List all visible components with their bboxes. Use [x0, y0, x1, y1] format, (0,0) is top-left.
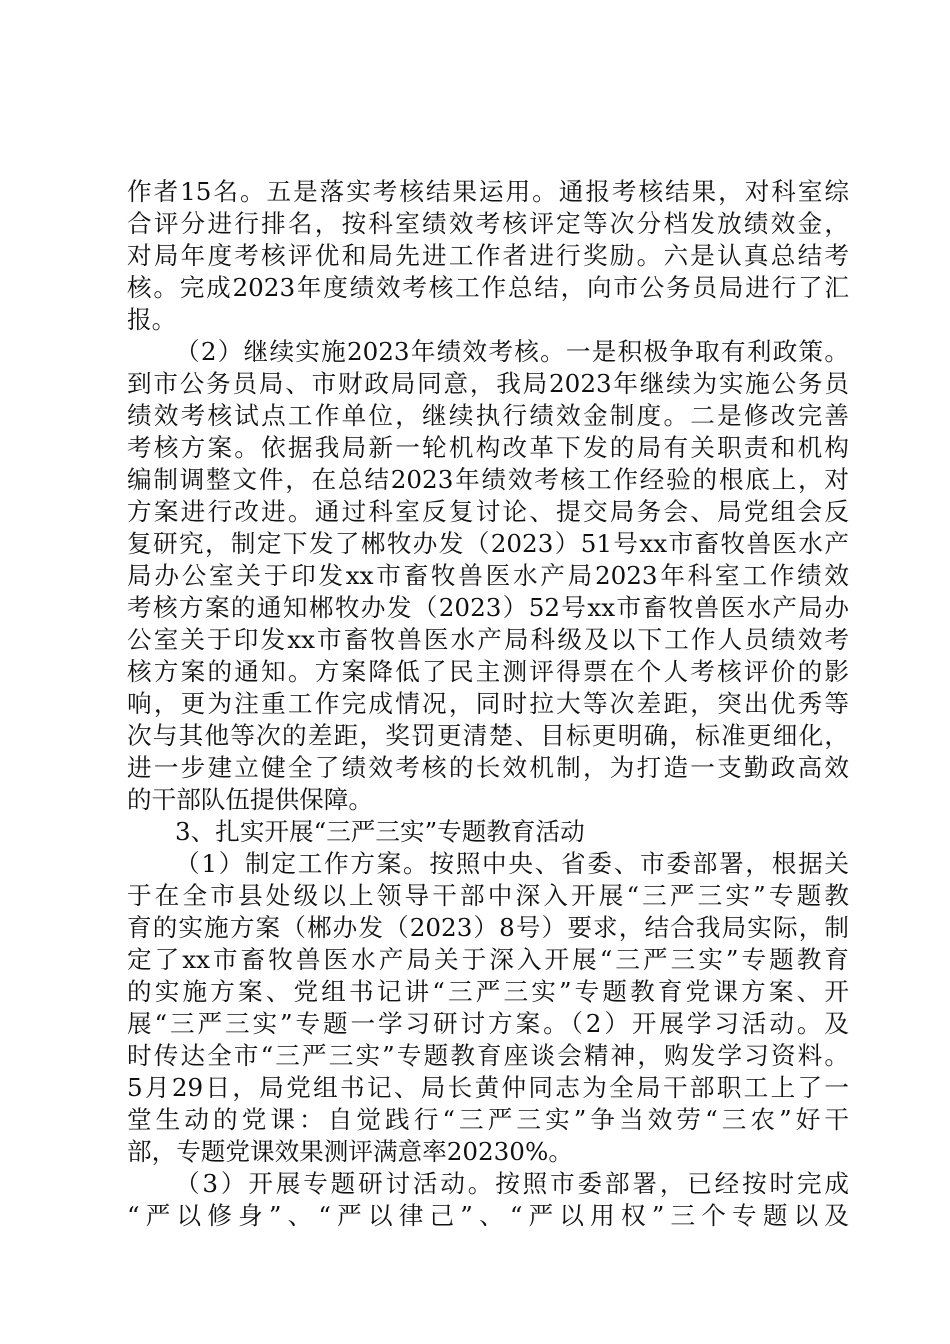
text-line: 方案进行改进。通过科室反复讨论、提交局务会、局党组会反 [127, 497, 849, 526]
text-line: 响，更为注重工作完成情况，同时拉大等次差距，突出优秀等 [127, 689, 849, 718]
text-line: 5月29日，局党组书记、局长黄仲同志为全局干部职工上了一 [127, 1073, 849, 1102]
text-line: 公室关于印发xx市畜牧兽医水产局科级及以下工作人员绩效考 [127, 625, 849, 654]
text-line: 复研究，制定下发了郴牧办发（2023）51号xx市畜牧兽医水产 [127, 529, 849, 558]
text-line: 核。完成2023年度绩效考核工作总结，向市公务员局进行了汇 [127, 273, 849, 302]
text-line: 局办公室关于印发xx市畜牧兽医水产局2023年科室工作绩效 [127, 561, 849, 590]
text-line: 次与其他等次的差距，奖罚更清楚、目标更明确，标准更细化， [127, 721, 849, 750]
text-line: 时传达全市“三严三实”专题教育座谈会精神，购发学习资料。 [127, 1041, 849, 1070]
text-line: 考核方案。依据我局新一轮机构改革下发的局有关职责和机构 [127, 433, 849, 462]
text-line: 部，专题党课效果测评满意率20230%。 [127, 1137, 573, 1166]
text-line: 的干部队伍提供保障。 [127, 785, 373, 814]
text-line: 到市公务员局、市财政局同意，我局2023年继续为实施公务员 [127, 369, 849, 398]
text-line: 育的实施方案（郴办发（2023）8号）要求，结合我局实际，制 [127, 913, 849, 942]
text-line: 展“三严三实”专题一学习研讨方案。（2）开展学习活动。及 [127, 1009, 849, 1038]
text-line: “严以修身”、“严以律己”、“严以用权”三个专题以及 [127, 1201, 849, 1230]
text-line: 进一步建立健全了绩效考核的长效机制，为打造一支勤政高效 [127, 753, 849, 782]
section-heading: 3、扎实开展“三严三实”专题教育活动 [175, 817, 585, 846]
text-line: 堂生动的党课：自觉践行“三严三实”争当效劳“三农”好干 [127, 1105, 849, 1134]
text-line: 考核方案的通知郴牧办发（2023）52号xx市畜牧兽医水产局办 [127, 593, 849, 622]
paragraph-start-line: （3）开展专题研讨活动。按照市委部署，已经按时完成 [175, 1169, 849, 1198]
text-line: 对局年度考核评优和局先进工作者进行奖励。六是认真总结考 [127, 241, 849, 270]
text-line: 报。 [127, 305, 177, 334]
document-body [127, 176, 849, 1232]
text-line: 于在全市县处级以上领导干部中深入开展“三严三实”专题教 [127, 881, 849, 910]
text-line: 绩效考核试点工作单位，继续执行绩效金制度。二是修改完善 [127, 401, 849, 430]
paragraph-start-line: （1）制定工作方案。按照中央、省委、市委部署，根据关 [175, 849, 849, 878]
text-line: 定了xx市畜牧兽医水产局关于深入开展“三严三实”专题教育 [127, 945, 849, 974]
text-line: 合评分进行排名，按科室绩效考核评定等次分档发放绩效金， [127, 209, 849, 238]
text-line: 编制调整文件，在总结2023年绩效考核工作经验的根底上，对 [127, 465, 849, 494]
paragraph-start-line: （2）继续实施2023年绩效考核。一是积极争取有利政策。 [175, 337, 849, 366]
text-line: 核方案的通知。方案降低了民主测评得票在个人考核评价的影 [127, 657, 849, 686]
text-line: 作者15名。五是落实考核结果运用。通报考核结果，对科室综 [127, 177, 849, 206]
text-line: 的实施方案、党组书记讲“三严三实”专题教育党课方案、开 [127, 977, 849, 1006]
